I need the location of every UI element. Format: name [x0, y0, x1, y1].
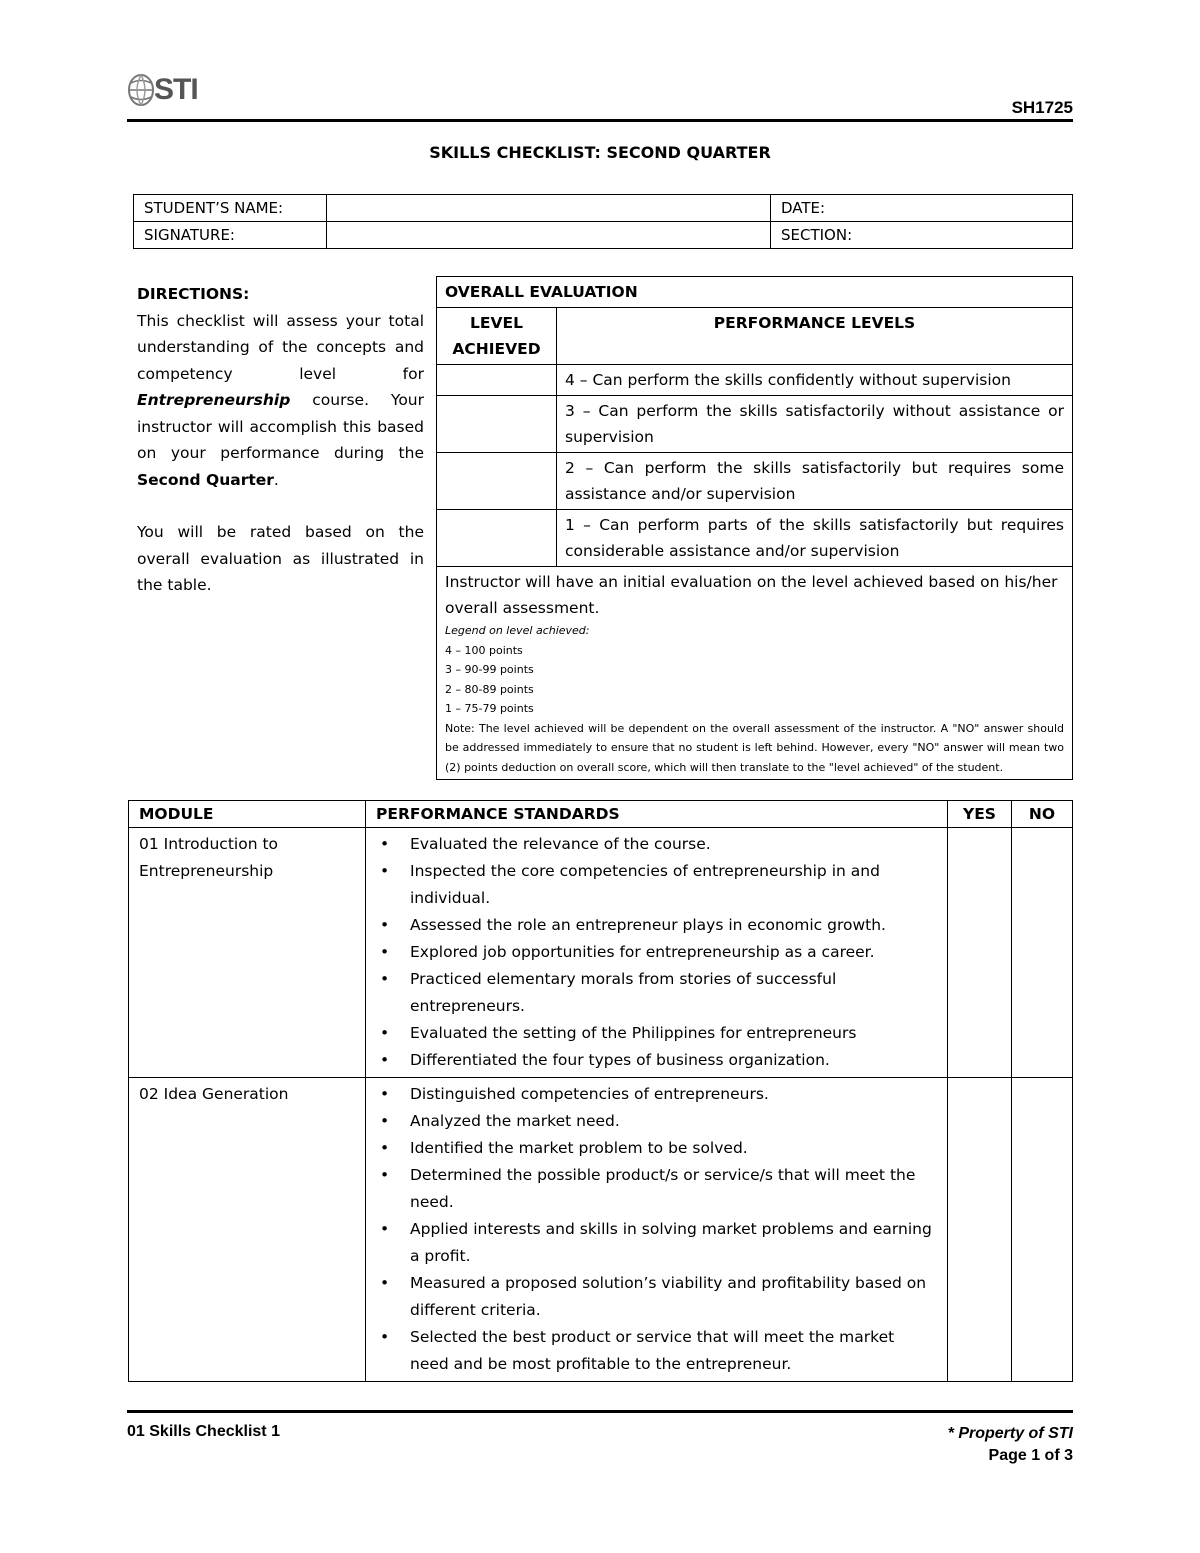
quarter-name: Second Quarter: [137, 470, 274, 489]
evaluation-title: OVERALL EVALUATION: [437, 277, 1073, 308]
directions-heading: DIRECTIONS:: [137, 285, 250, 303]
footer-rule: [127, 1410, 1073, 1413]
level-achieved-header: LEVEL ACHIEVED: [437, 308, 557, 365]
level-4-checkbox[interactable]: [437, 365, 557, 396]
yes-checkbox-module-02[interactable]: [948, 1078, 1012, 1382]
evaluation-notes: [437, 567, 1073, 780]
directions-text: course. Your instructor will accomplish this based on your performance during the: [137, 391, 424, 462]
directions-text: This checklist will assess your total understanding of the concepts and competency level for: [137, 311, 424, 383]
list-item: • Applied interests and skills in solving market problems and earning a profit.: [410, 1216, 937, 1270]
legend-item: 3 – 90-99 points: [445, 663, 534, 676]
directions-paragraph-2: You will be rated based on the overall evaluation as illustrated in the table.: [137, 523, 424, 594]
course-name: Entrepreneurship: [137, 391, 291, 409]
standards-header: PERFORMANCE STANDARDS: [366, 801, 948, 828]
student-info-table: [133, 194, 1073, 249]
list-item: • Practiced elementary morals from stories of successful entrepreneurs.: [410, 966, 937, 1020]
section-label: SECTION:: [771, 222, 1073, 249]
level-2-description: 2 – Can perform the skills satisfactorily but requires some assistance and/or supervision: [557, 453, 1073, 510]
level-3-description: 3 – Can perform the skills satisfactorily without assistance or supervision: [557, 396, 1073, 453]
level-1-checkbox[interactable]: [437, 510, 557, 567]
performance-levels-header: PERFORMANCE LEVELS: [557, 308, 1073, 365]
globe-icon: [128, 73, 154, 107]
modules-table: [128, 800, 1073, 1382]
table-row: [129, 1078, 1073, 1382]
table-row: [129, 828, 1073, 1078]
yes-header: YES: [948, 801, 1012, 828]
list-item: • Differentiated the four types of business organization.: [410, 1047, 937, 1074]
directions: [137, 281, 424, 599]
yes-checkbox-module-01[interactable]: [948, 828, 1012, 1078]
footer-right: [948, 1423, 1073, 1467]
list-item: • Measured a proposed solution’s viability and profitability based on different criteria.: [410, 1270, 937, 1324]
signature-label: SIGNATURE:: [134, 222, 327, 249]
list-item: • Assessed the role an entrepreneur plays in economic growth.: [410, 912, 937, 939]
property-notice: * Property of STI: [947, 1425, 1073, 1442]
module-header: MODULE: [129, 801, 366, 828]
list-item: • Determined the possible product/s or service/s that will meet the need.: [410, 1162, 937, 1216]
header-rule: [127, 119, 1073, 122]
level-1-description: 1 – Can perform parts of the skills satisfactorily but requires considerable assistance and/or supervision: [557, 510, 1073, 567]
directions-text: .: [273, 470, 279, 489]
list-item: • Analyzed the market need.: [410, 1108, 937, 1135]
module-name: 02 Idea Generation: [129, 1078, 366, 1382]
signature-field[interactable]: [327, 222, 771, 249]
standards-cell: [366, 1078, 948, 1382]
footer-document-name: 01 Skills Checklist 1: [127, 1423, 280, 1440]
standards-cell: [366, 828, 948, 1078]
student-name-field[interactable]: [327, 195, 771, 222]
level-4-description: 4 – Can perform the skills confidently without supervision: [557, 365, 1073, 396]
legend-item: 4 – 100 points: [445, 643, 523, 657]
level-2-checkbox[interactable]: [437, 453, 557, 510]
sti-logo: [128, 70, 198, 110]
list-item: • Evaluated the relevance of the course.: [410, 831, 937, 858]
no-checkbox-module-01[interactable]: [1012, 828, 1073, 1078]
legend-item: 2 – 80-89 points: [445, 682, 534, 696]
legend-title: Legend on level achieved:: [445, 624, 590, 637]
instructor-note: Instructor will have an initial evaluation on the level achieved based on his/her overall assessment.: [445, 573, 1058, 617]
no-checkbox-module-02[interactable]: [1012, 1078, 1073, 1382]
list-item: • Selected the best product or service that will meet the market need and be most profitable to the entrepreneur.: [410, 1324, 937, 1378]
no-header: NO: [1012, 801, 1073, 828]
directions-paragraph-1: [137, 308, 424, 494]
date-label: DATE:: [771, 195, 1073, 222]
page-title: SKILLS CHECKLIST: SECOND QUARTER: [429, 143, 771, 162]
list-item: • Explored job opportunities for entrepreneurship as a career.: [410, 939, 937, 966]
page-number: Page 1 of 3: [988, 1447, 1073, 1464]
list-item: • Identified the market problem to be solved.: [410, 1135, 937, 1162]
list-item: • Distinguished competencies of entrepreneurs.: [410, 1081, 937, 1108]
legend-item: 1 – 75-79 points: [445, 702, 534, 715]
list-item: • Inspected the core competencies of entrepreneurship in and individual.: [410, 858, 937, 912]
list-item: • Evaluated the setting of the Philippines for entrepreneurs: [410, 1020, 937, 1047]
logo-text: STI: [154, 73, 198, 106]
level-3-checkbox[interactable]: [437, 396, 557, 453]
evaluation-note: Note: The level achieved will be dependent on the overall assessment of the instructor. A "NO" answer should be addressed immediately to ensure that no student is left behind. However, every "NO" answer will mean two (2) points deduction on overall score, which will then translate to the "level achieved" of the student.: [445, 721, 1064, 774]
student-name-label: STUDENT’S NAME:: [134, 195, 327, 222]
module-name: 01 Introduction to Entrepreneurship: [129, 828, 366, 1078]
overall-evaluation-table: [436, 276, 1073, 780]
document-code: SH1725: [1011, 98, 1073, 117]
